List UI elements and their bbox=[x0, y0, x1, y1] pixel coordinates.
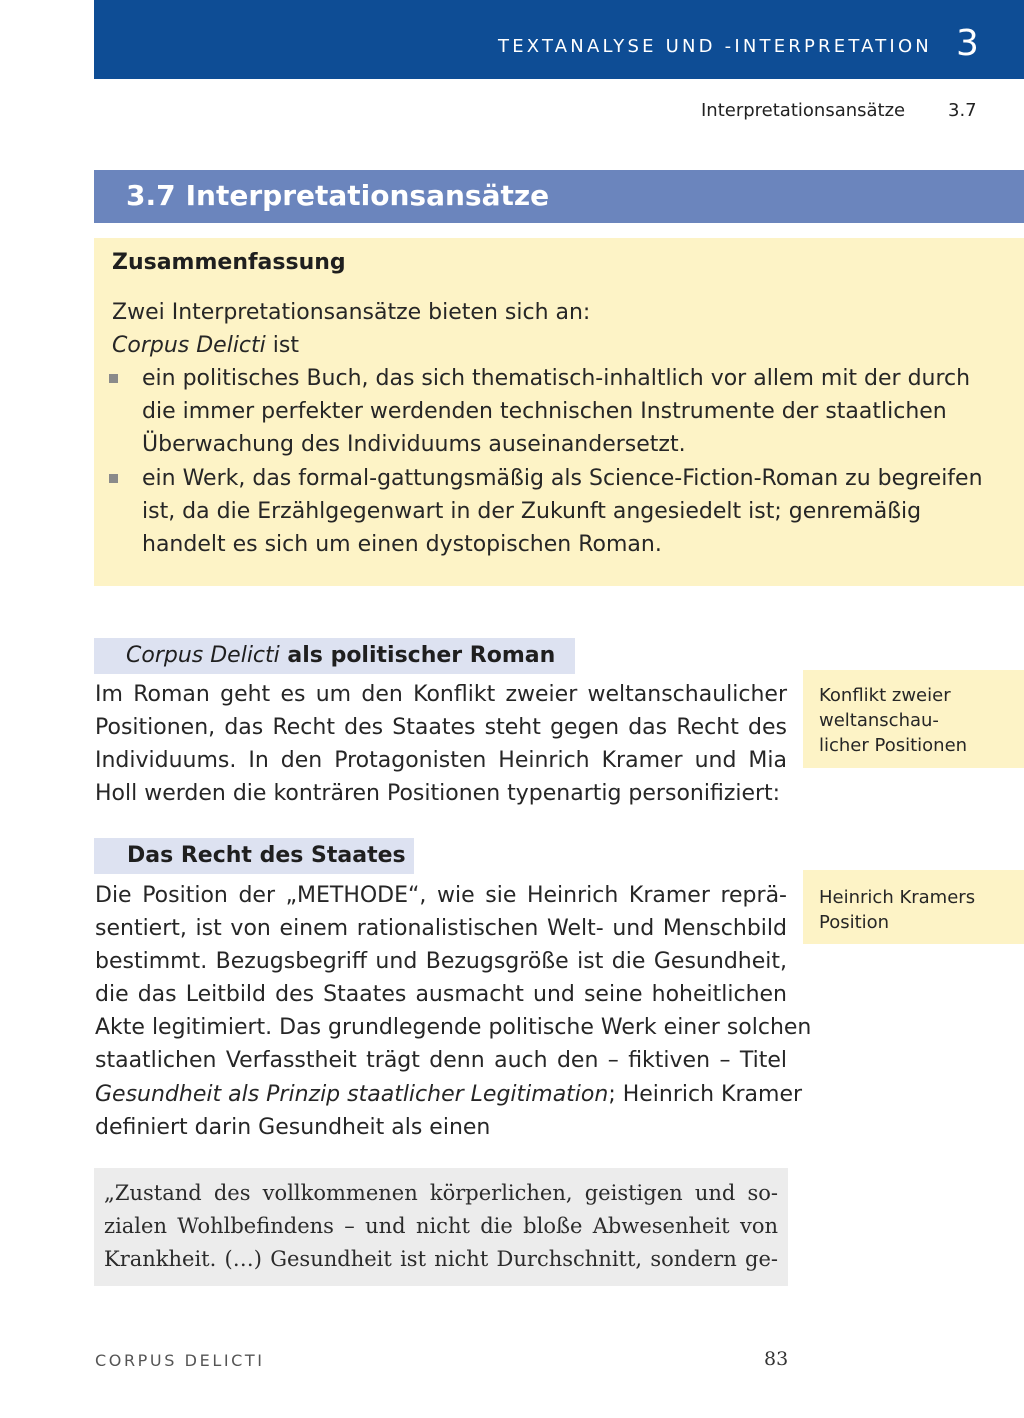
bullet-square-icon bbox=[109, 374, 118, 383]
body-text-line-with-title bbox=[95, 1078, 803, 1111]
margin-note-line: licher Positionen bbox=[819, 735, 968, 756]
summary-bullet-line: ist, da die Erzählgegenwart in der Zukunft angesiedelt ist; genremäßig bbox=[142, 499, 922, 524]
section-heading bbox=[126, 177, 559, 215]
body-text-rest: ; Heinrich Kramer bbox=[608, 1082, 803, 1107]
summary-intro: Zwei Interpretationsansätze bieten sich an: bbox=[112, 300, 591, 325]
bullet-square-icon bbox=[109, 474, 118, 483]
chapter-number: 3 bbox=[956, 23, 979, 64]
margin-note-line: Konflikt zweier bbox=[819, 685, 951, 706]
summary-bullet-line: ein politisches Buch, das sich thematisch-inhaltlich vor allem mit der durch bbox=[142, 366, 971, 391]
summary-bullet-line: handelt es sich um einen dystopischen Roman. bbox=[142, 532, 662, 557]
book-title-italic: Corpus Delicti bbox=[112, 333, 266, 358]
quote-line: „Zustand des vollkommenen körperlichen, geistigen und so- bbox=[104, 1181, 778, 1205]
summary-bullet-line: ein Werk, das formal-gattungsmäßig als Science-Fiction-Roman zu begreifen bbox=[142, 466, 983, 491]
section-heading-title: Interpretationsansätze bbox=[185, 179, 550, 212]
margin-note-line: Heinrich Kramers bbox=[819, 887, 976, 908]
subheading-state-law: Das Recht des Staates bbox=[127, 843, 406, 868]
body-text-line: sentiert, ist von einem rationalistischen Welt- und Menschbild bbox=[95, 916, 787, 941]
book-title-italic: Corpus Delicti bbox=[126, 643, 280, 668]
body-text-line: Positionen, das Recht des Staates steht gegen das Recht des bbox=[95, 715, 787, 740]
summary-title: Zusammenfassung bbox=[112, 250, 346, 275]
section-heading-number: 3.7 bbox=[126, 179, 176, 212]
subheading-rest: als politischer Roman bbox=[279, 643, 556, 668]
footer-book-title: CORPUS DELICTI bbox=[95, 1351, 265, 1370]
work-title-italic: Gesundheit als Prinzip staatlicher Legitimation bbox=[95, 1082, 609, 1107]
quote-line: zialen Wohlbefindens – und nicht die bloße Abwesenheit von bbox=[104, 1214, 778, 1238]
footer-page-number: 83 bbox=[764, 1348, 789, 1370]
margin-note-line: weltanschau- bbox=[819, 710, 939, 731]
summary-subject-line bbox=[112, 329, 299, 362]
body-text-line: staatlichen Verfasstheit trägt denn auch den – fiktiven – Titel bbox=[95, 1048, 787, 1073]
summary-bullet-line: die immer perfekter werdenden technischen Instrumente der staatlichen bbox=[142, 399, 947, 424]
running-section-number: 3.7 bbox=[948, 100, 977, 121]
body-text-line: definiert darin Gesundheit als einen bbox=[95, 1115, 491, 1140]
body-text-line: Im Roman geht es um den Konflikt zweier weltanschaulicher bbox=[95, 682, 787, 707]
margin-note-line: Position bbox=[819, 912, 890, 933]
quote-line: Krankheit. (…) Gesundheit ist nicht Durchschnitt, sondern ge- bbox=[104, 1247, 778, 1271]
body-text-line: Holl werden die konträren Positionen typenartig personifiziert: bbox=[95, 781, 781, 806]
body-text-line: die das Leitbild des Staates ausmacht und seine hoheitlichen bbox=[95, 982, 787, 1007]
body-text-line: Die Position der „METHODE“, wie sie Heinrich Kramer reprä- bbox=[95, 883, 787, 908]
summary-bullet-line: Überwachung des Individuums auseinandersetzt. bbox=[142, 432, 686, 457]
chapter-title: TEXTANALYSE UND -INTERPRETATION bbox=[498, 36, 932, 57]
body-text-line: Akte legitimiert. Das grundlegende politische Werk einer solchen bbox=[95, 1015, 812, 1040]
summary-subject-rest: ist bbox=[265, 333, 299, 358]
subheading-political-novel bbox=[126, 641, 555, 671]
running-section-label: Interpretationsansätze bbox=[701, 100, 906, 121]
body-text-line: bestimmt. Bezugsbegriff und Bezugsgröße ist die Gesundheit, bbox=[95, 949, 787, 974]
body-text-line: Individuums. In den Protagonisten Heinrich Kramer und Mia bbox=[95, 748, 787, 773]
